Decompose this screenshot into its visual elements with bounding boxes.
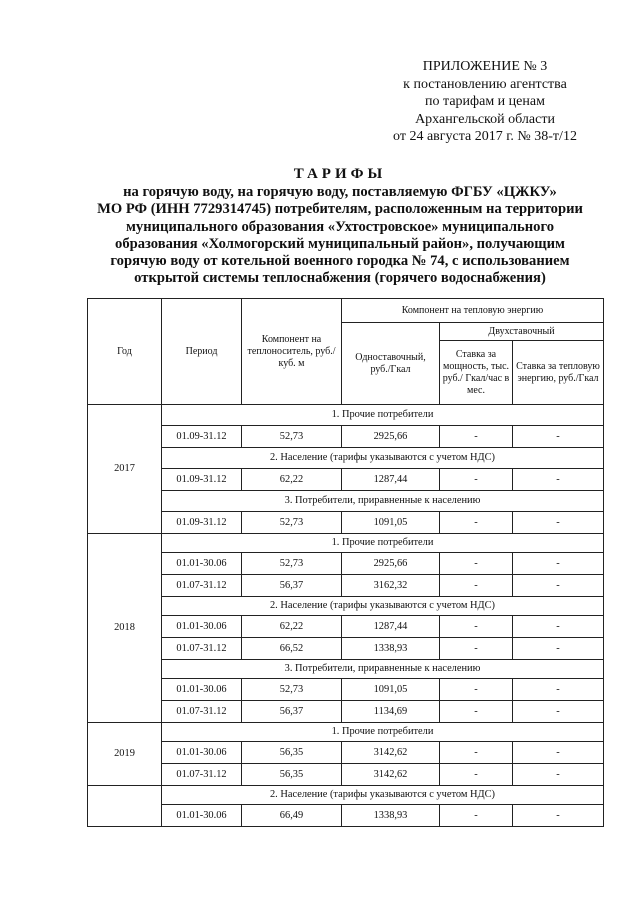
- title-line: МО РФ (ИНН 7729314745) потребителям, расположенным на территории: [97, 201, 583, 218]
- title-line: горячую воду от котельной военного городка № 74, с использованием: [110, 253, 570, 270]
- appendix-line: к постановлению агентства: [403, 76, 567, 92]
- header-year: Год: [88, 299, 162, 405]
- group-label: 3. Потребители, приравненные к населению: [162, 660, 604, 679]
- header-two-rate: Двухставочный: [440, 323, 604, 341]
- carrier-cell: 56,37: [242, 701, 342, 723]
- title-line: на горячую воду, на горячую воду, поставляемую ФГБУ «ЦЖКУ»: [123, 184, 557, 201]
- energy-cell: -: [513, 616, 604, 638]
- single-rate-cell: 1338,93: [342, 805, 440, 827]
- single-rate-cell: 1091,05: [342, 512, 440, 534]
- header-energy-group: Компонент на тепловую энергию: [342, 299, 604, 323]
- single-rate-cell: 2925,66: [342, 553, 440, 575]
- capacity-cell: -: [440, 553, 513, 575]
- energy-cell: -: [513, 742, 604, 764]
- title-line: открытой системы теплоснабжения (горячего водоснабжения): [134, 270, 546, 287]
- energy-cell: -: [513, 512, 604, 534]
- header-single-rate: Одноставочный, руб./Гкал: [342, 323, 440, 405]
- period-cell: 01.09-31.12: [162, 512, 242, 534]
- period-cell: 01.09-31.12: [162, 426, 242, 448]
- capacity-cell: -: [440, 742, 513, 764]
- energy-cell: -: [513, 469, 604, 491]
- group-label: 1. Прочие потребители: [162, 534, 604, 553]
- title-heading: ТАРИФЫ: [293, 166, 387, 182]
- single-rate-cell: 3142,62: [342, 764, 440, 786]
- carrier-cell: 66,49: [242, 805, 342, 827]
- group-label: 2. Население (тарифы указываются с учетом НДС): [162, 786, 604, 805]
- period-cell: 01.01-30.06: [162, 679, 242, 701]
- appendix-line: Архангельской области: [415, 111, 555, 127]
- capacity-cell: -: [440, 805, 513, 827]
- period-cell: 01.01-30.06: [162, 616, 242, 638]
- single-rate-cell: 3142,62: [342, 742, 440, 764]
- carrier-cell: 66,52: [242, 638, 342, 660]
- single-rate-cell: 1338,93: [342, 638, 440, 660]
- capacity-cell: -: [440, 426, 513, 448]
- capacity-cell: -: [440, 469, 513, 491]
- header-period: Период: [162, 299, 242, 405]
- group-label: 1. Прочие потребители: [162, 723, 604, 742]
- title-line: образования «Холмогорский муниципальный район», получающим: [115, 235, 565, 252]
- period-cell: 01.09-31.12: [162, 469, 242, 491]
- capacity-cell: -: [440, 638, 513, 660]
- energy-cell: -: [513, 764, 604, 786]
- energy-cell: -: [513, 805, 604, 827]
- year-cell: 2017: [88, 405, 162, 534]
- period-cell: 01.01-30.06: [162, 805, 242, 827]
- single-rate-cell: 1091,05: [342, 679, 440, 701]
- carrier-cell: 56,35: [242, 764, 342, 786]
- appendix-line: по тарифам и ценам: [425, 94, 545, 109]
- single-rate-cell: 1287,44: [342, 469, 440, 491]
- period-cell: 01.07-31.12: [162, 638, 242, 660]
- carrier-cell: 52,73: [242, 553, 342, 575]
- carrier-cell: 62,22: [242, 616, 342, 638]
- energy-cell: -: [513, 575, 604, 597]
- header-energy-rate: Ставка за тепловую энергию, руб./Гкал: [513, 341, 604, 405]
- energy-cell: -: [513, 701, 604, 723]
- title-line: муниципального образования «Ухтостровское» муниципального: [125, 218, 555, 235]
- group-label: 1. Прочие потребители: [162, 405, 604, 426]
- capacity-cell: -: [440, 512, 513, 534]
- capacity-cell: -: [440, 575, 513, 597]
- tariff-table: [87, 298, 604, 827]
- single-rate-cell: 2925,66: [342, 426, 440, 448]
- capacity-cell: -: [440, 616, 513, 638]
- year-cell: 2018: [88, 534, 162, 723]
- carrier-cell: 52,73: [242, 426, 342, 448]
- period-cell: 01.07-31.12: [162, 701, 242, 723]
- group-label: 3. Потребители, приравненные к населению: [162, 491, 604, 512]
- capacity-cell: -: [440, 764, 513, 786]
- header-carrier: Компонент на теплоноситель, руб./куб. м: [242, 299, 342, 405]
- period-cell: 01.01-30.06: [162, 553, 242, 575]
- period-cell: 01.07-31.12: [162, 575, 242, 597]
- energy-cell: -: [513, 426, 604, 448]
- carrier-cell: 56,37: [242, 575, 342, 597]
- group-label: 2. Население (тарифы указываются с учетом НДС): [162, 597, 604, 616]
- appendix-line: ПРИЛОЖЕНИЕ № 3: [422, 59, 548, 74]
- appendix-block: [330, 58, 640, 146]
- carrier-cell: 52,73: [242, 679, 342, 701]
- energy-cell: -: [513, 679, 604, 701]
- carrier-cell: 56,35: [242, 742, 342, 764]
- period-cell: 01.01-30.06: [162, 742, 242, 764]
- single-rate-cell: 1287,44: [342, 616, 440, 638]
- single-rate-cell: 3162,32: [342, 575, 440, 597]
- period-cell: 01.07-31.12: [162, 764, 242, 786]
- year-cell: 2019: [88, 723, 162, 786]
- carrier-cell: 52,73: [242, 512, 342, 534]
- document-title: [70, 166, 610, 287]
- year-cell-continued: [88, 786, 162, 805]
- group-label: 2. Население (тарифы указываются с учетом НДС): [162, 448, 604, 469]
- year-cell-continued: [88, 805, 162, 827]
- carrier-cell: 62,22: [242, 469, 342, 491]
- single-rate-cell: 1134,69: [342, 701, 440, 723]
- capacity-cell: -: [440, 701, 513, 723]
- energy-cell: -: [513, 638, 604, 660]
- appendix-line: от 24 августа 2017 г. № 38-т/12: [393, 129, 577, 144]
- header-capacity-rate: Ставка за мощность, тыс. руб./ Гкал/час в мес.: [440, 341, 513, 405]
- energy-cell: -: [513, 553, 604, 575]
- capacity-cell: -: [440, 679, 513, 701]
